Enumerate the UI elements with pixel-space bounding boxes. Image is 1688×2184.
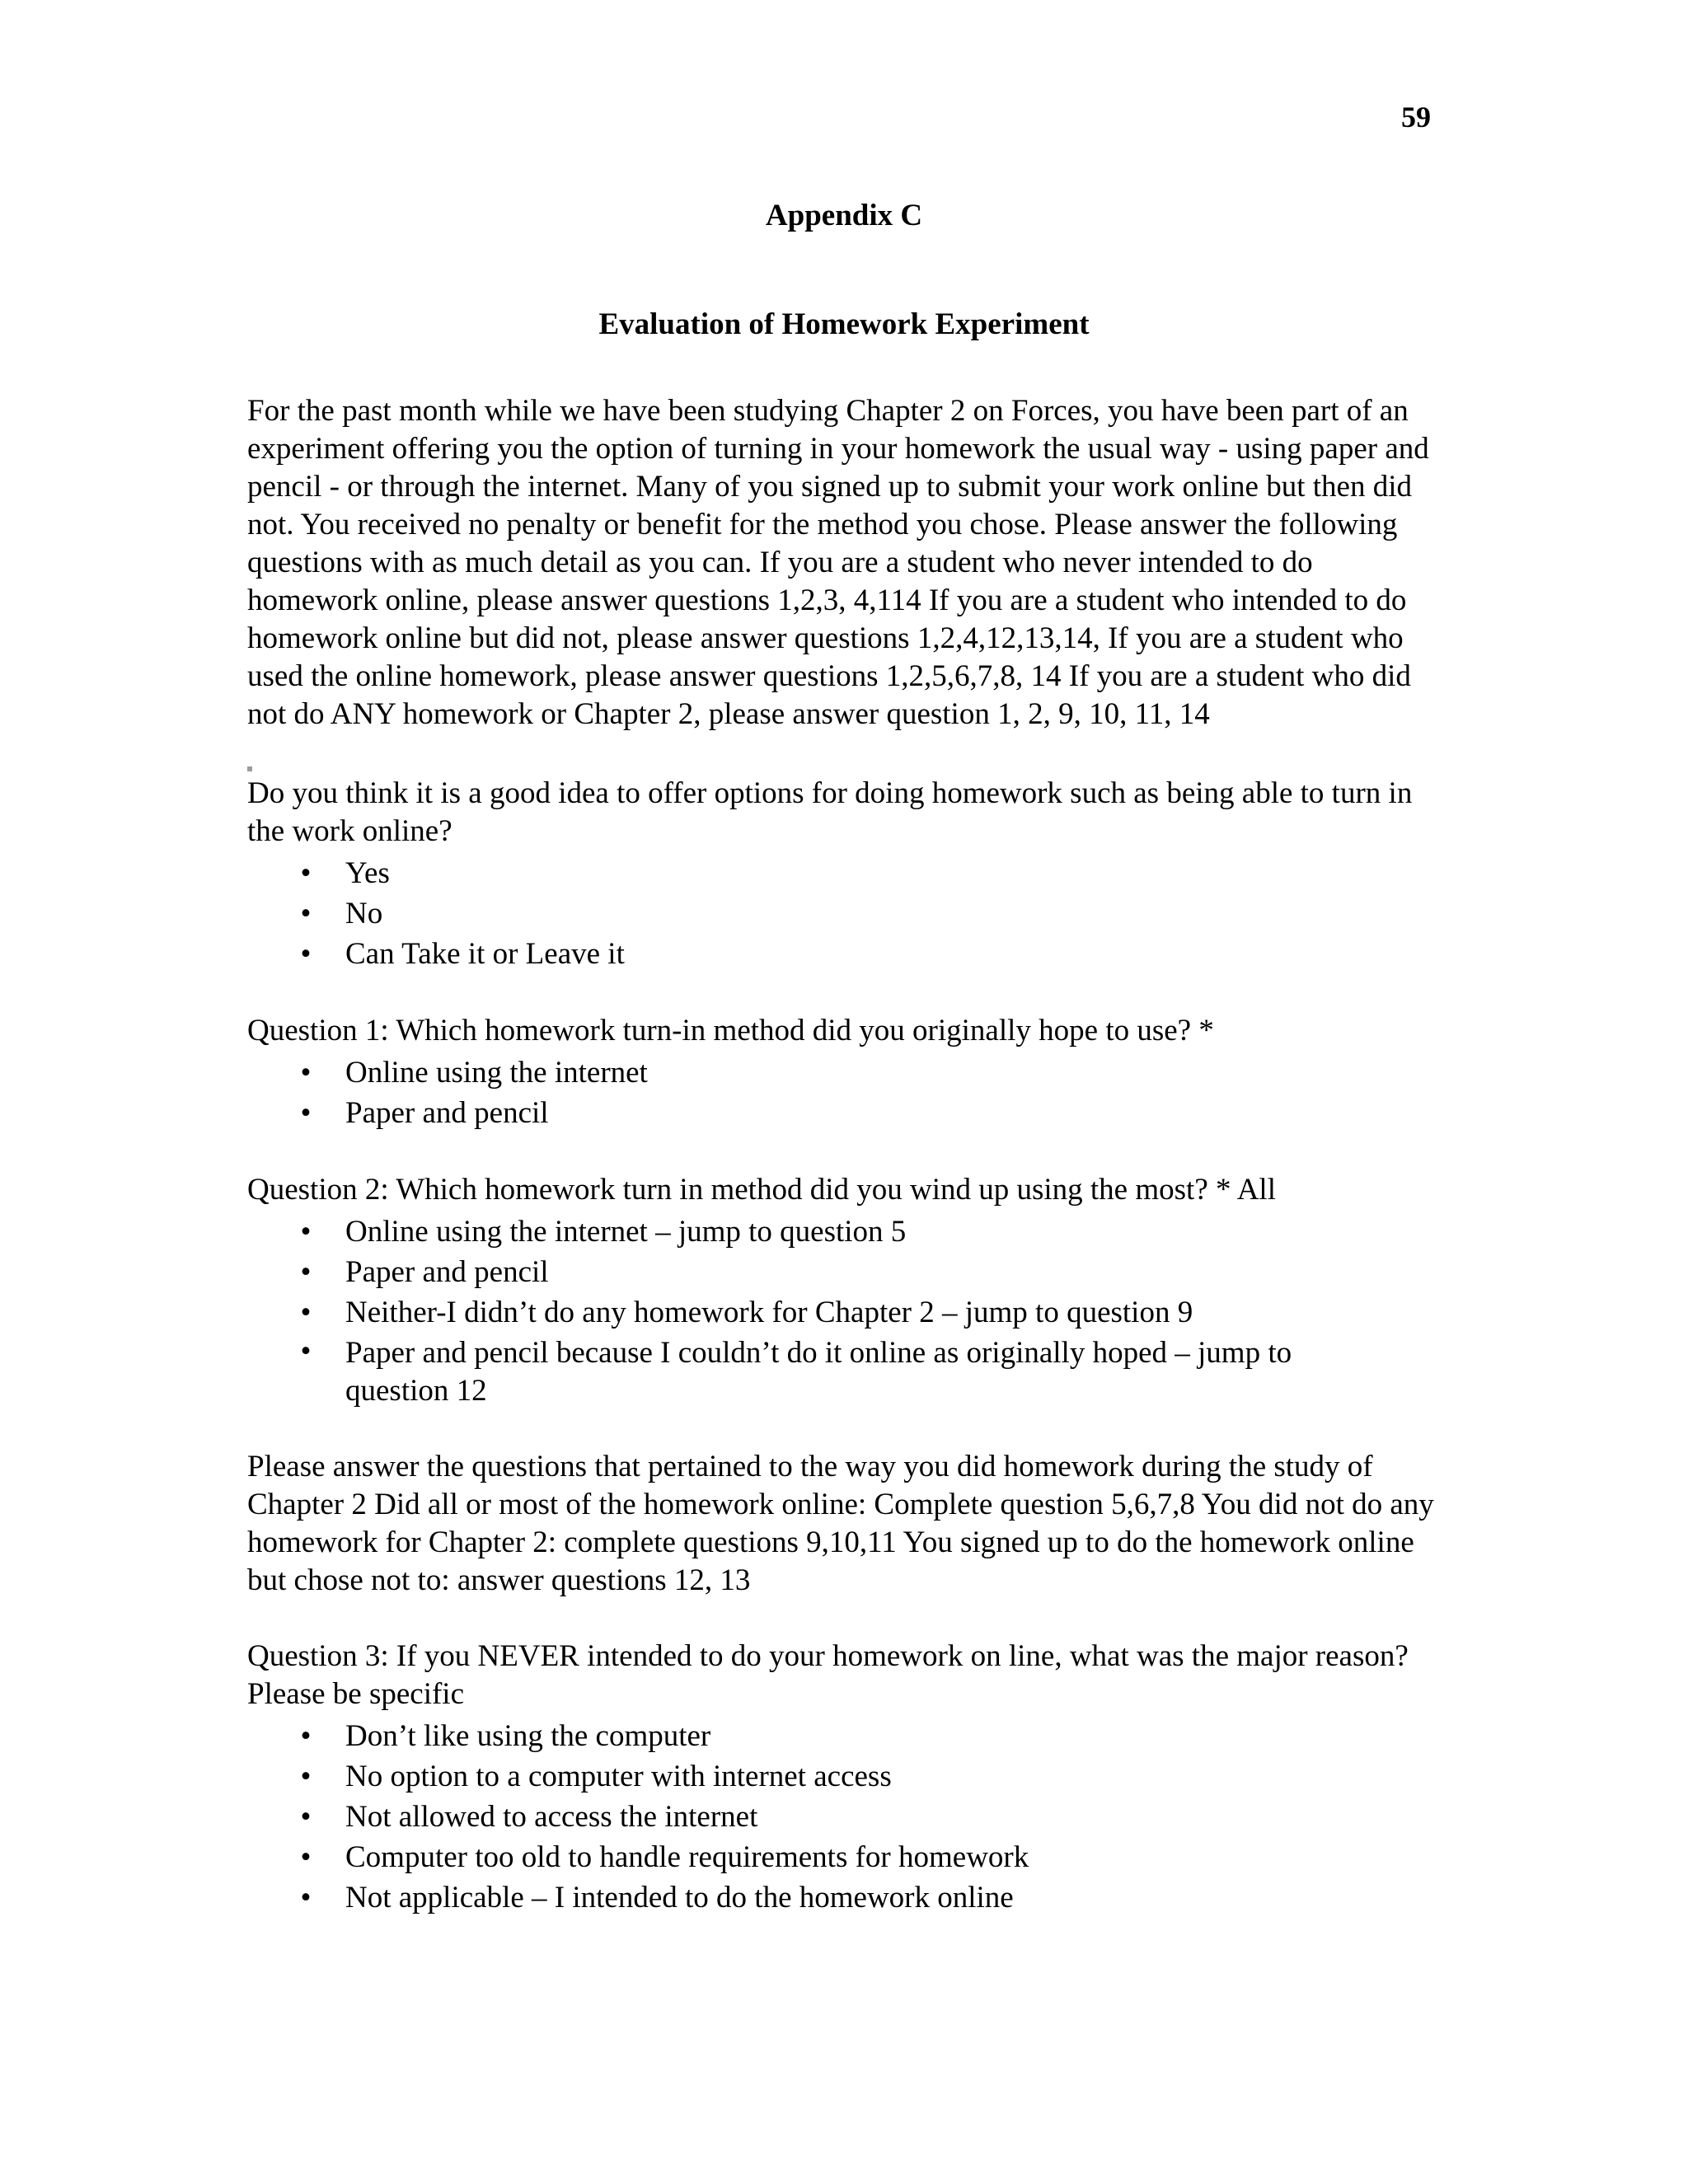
list-item: • Paper and pencil — [345, 1252, 1451, 1292]
bullet-icon: • — [300, 1800, 312, 1834]
list-item: • Paper and pencil — [345, 1093, 1451, 1133]
list-item: • Not applicable – I intended to do the homework online — [345, 1877, 1451, 1918]
appendix-heading: Appendix C — [765, 199, 923, 232]
bullet-icon: • — [300, 897, 312, 930]
bullet-icon: • — [300, 1881, 312, 1915]
list-item: • No option to a computer with internet access — [345, 1756, 1451, 1797]
bullet-icon: • — [300, 1096, 312, 1130]
list-item: • Computer too old to handle requirements for homework — [345, 1837, 1451, 1877]
page-title: Evaluation of Homework Experiment — [598, 307, 1090, 341]
bullet-icon: • — [300, 1255, 312, 1289]
question-3-text: Question 3: If you NEVER intended to do your homework on line, what was the major reason? Please be specific — [247, 1639, 1409, 1711]
question-1-options — [247, 1052, 1451, 1133]
bullet-icon: • — [300, 1840, 312, 1874]
question-3-options — [247, 1716, 1451, 1918]
bullet-icon: • — [300, 1296, 312, 1329]
bullet-icon: • — [300, 1215, 312, 1249]
list-item: • Online using the internet — [345, 1052, 1451, 1093]
list-item: • No — [345, 893, 1451, 934]
bullet-icon: • — [300, 856, 312, 890]
question-2-text: Question 2: Which homework turn in method did you wind up using the most? * All — [247, 1173, 1276, 1207]
list-item: • Neither-I didn’t do any homework for Chapter 2 – jump to question 9 — [345, 1292, 1451, 1333]
question-1-text: Question 1: Which homework turn-in method did you originally hope to use? * — [247, 1014, 1214, 1047]
list-item: • Yes — [345, 853, 1451, 893]
bullet-icon: • — [300, 1056, 312, 1090]
intro-paragraph: For the past month while we have been studying Chapter 2 on Forces, you have been part of an experiment offering you the option of turning in your homework the usual way - using paper and pencil - or through the internet. Many of you signed up to submit your work online but then did not. You received no penalty or benefit for the method you chose. Please answer the following questions with as much detail as you can. If you are a student who never intended to do homework online, please answer questions 1,2,3, 4,114 If you are a student who intended to do homework online but did not, please answer questions 1,2,4,12,13,14, If you are a student who used the online homework, please answer questions 1,2,5,6,7,8, 14 If you are a student who did not do ANY homework or Chapter 2, please answer question 1, 2, 9, 10, 11, 14 — [247, 394, 1429, 731]
list-item: • Not allowed to access the internet — [345, 1797, 1451, 1837]
question-0-options — [247, 853, 1451, 974]
list-item: • Paper and pencil because I couldn’t do it online as originally hoped – jump to question 12 — [345, 1333, 1451, 1410]
instructions-paragraph: Please answer the questions that pertained to the way you did homework during the study of Chapter 2 Did all or most of the homework online: Complete question 5,6,7,8 You did not do any homework for Chapter 2: complete questions 9,10,11 You signed up to do the homework online but chose not to: answer questions 12, 13 — [247, 1450, 1434, 1597]
page-number: 59 — [1401, 101, 1431, 134]
bullet-icon: • — [300, 937, 312, 971]
bullet-icon: • — [300, 1334, 312, 1368]
list-item: • Online using the internet – jump to question 5 — [345, 1212, 1451, 1252]
bullet-icon: • — [300, 1760, 312, 1793]
list-item: • Don’t like using the computer — [345, 1716, 1451, 1756]
question-0-text: Do you think it is a good idea to offer options for doing homework such as being able to turn in the work online? — [247, 776, 1413, 848]
list-item: • Can Take it or Leave it — [345, 934, 1451, 974]
bullet-icon: • — [300, 1719, 312, 1753]
question-2-options — [247, 1212, 1451, 1410]
document-body — [247, 392, 1451, 1918]
